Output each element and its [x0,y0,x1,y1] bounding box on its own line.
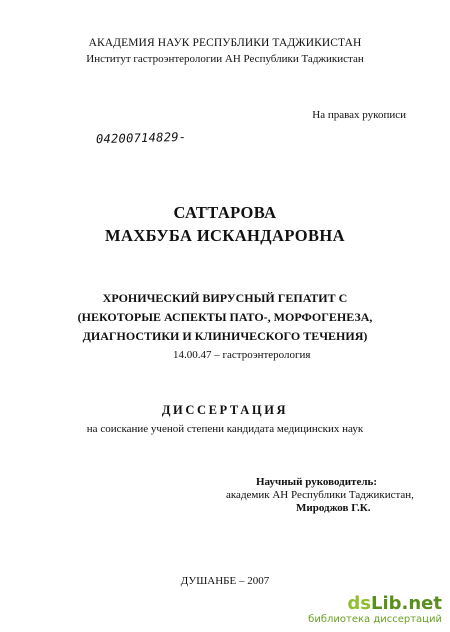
degree-statement: на соискание ученой степени кандидата медицинских наук [86,423,364,435]
specialty-code: 14.00.47 – гастроэнтерология [173,349,311,361]
handwritten-registration-number: 04200714829- [95,129,187,147]
watermark-subtitle: библиотека диссертаций [308,614,442,625]
institute-name: Институт гастроэнтерологии АН Республики Таджикистан [86,53,364,65]
supervisor-name: Мироджов Г.К. [296,502,371,514]
academy-heading: АКАДЕМИЯ НАУК РЕСПУБЛИКИ ТАДЖИКИСТАН [88,37,362,49]
author-surname: САТТАРОВА [173,203,277,222]
city-year: ДУШАНБЕ – 2007 [180,575,270,587]
dslib-logo [308,594,442,614]
supervisor-label: Научный руководитель: [256,476,377,488]
supervisor-title: академик АН Республики Таджикистан, [226,489,414,501]
thesis-title-line-2: (НЕКОТОРЫЕ АСПЕКТЫ ПАТО-, МОРФОГЕНЕЗА, [77,310,373,324]
thesis-title-line-3: ДИАГНОСТИКИ И КЛИНИЧЕСКОГО ТЕЧЕНИЯ) [82,329,368,343]
logo-part-lib: Lib.net [371,593,442,614]
author-given-names: МАХБУБА ИСКАНДАРОВНА [105,226,345,245]
manuscript-rights-note: На правах рукописи [312,109,406,121]
document-type: ДИССЕРТАЦИЯ [161,403,289,417]
dslib-watermark[interactable] [308,594,442,626]
thesis-title-line-1: ХРОНИЧЕСКИЙ ВИРУСНЫЙ ГЕПАТИТ С [102,291,348,305]
logo-part-ds: ds [347,593,371,614]
